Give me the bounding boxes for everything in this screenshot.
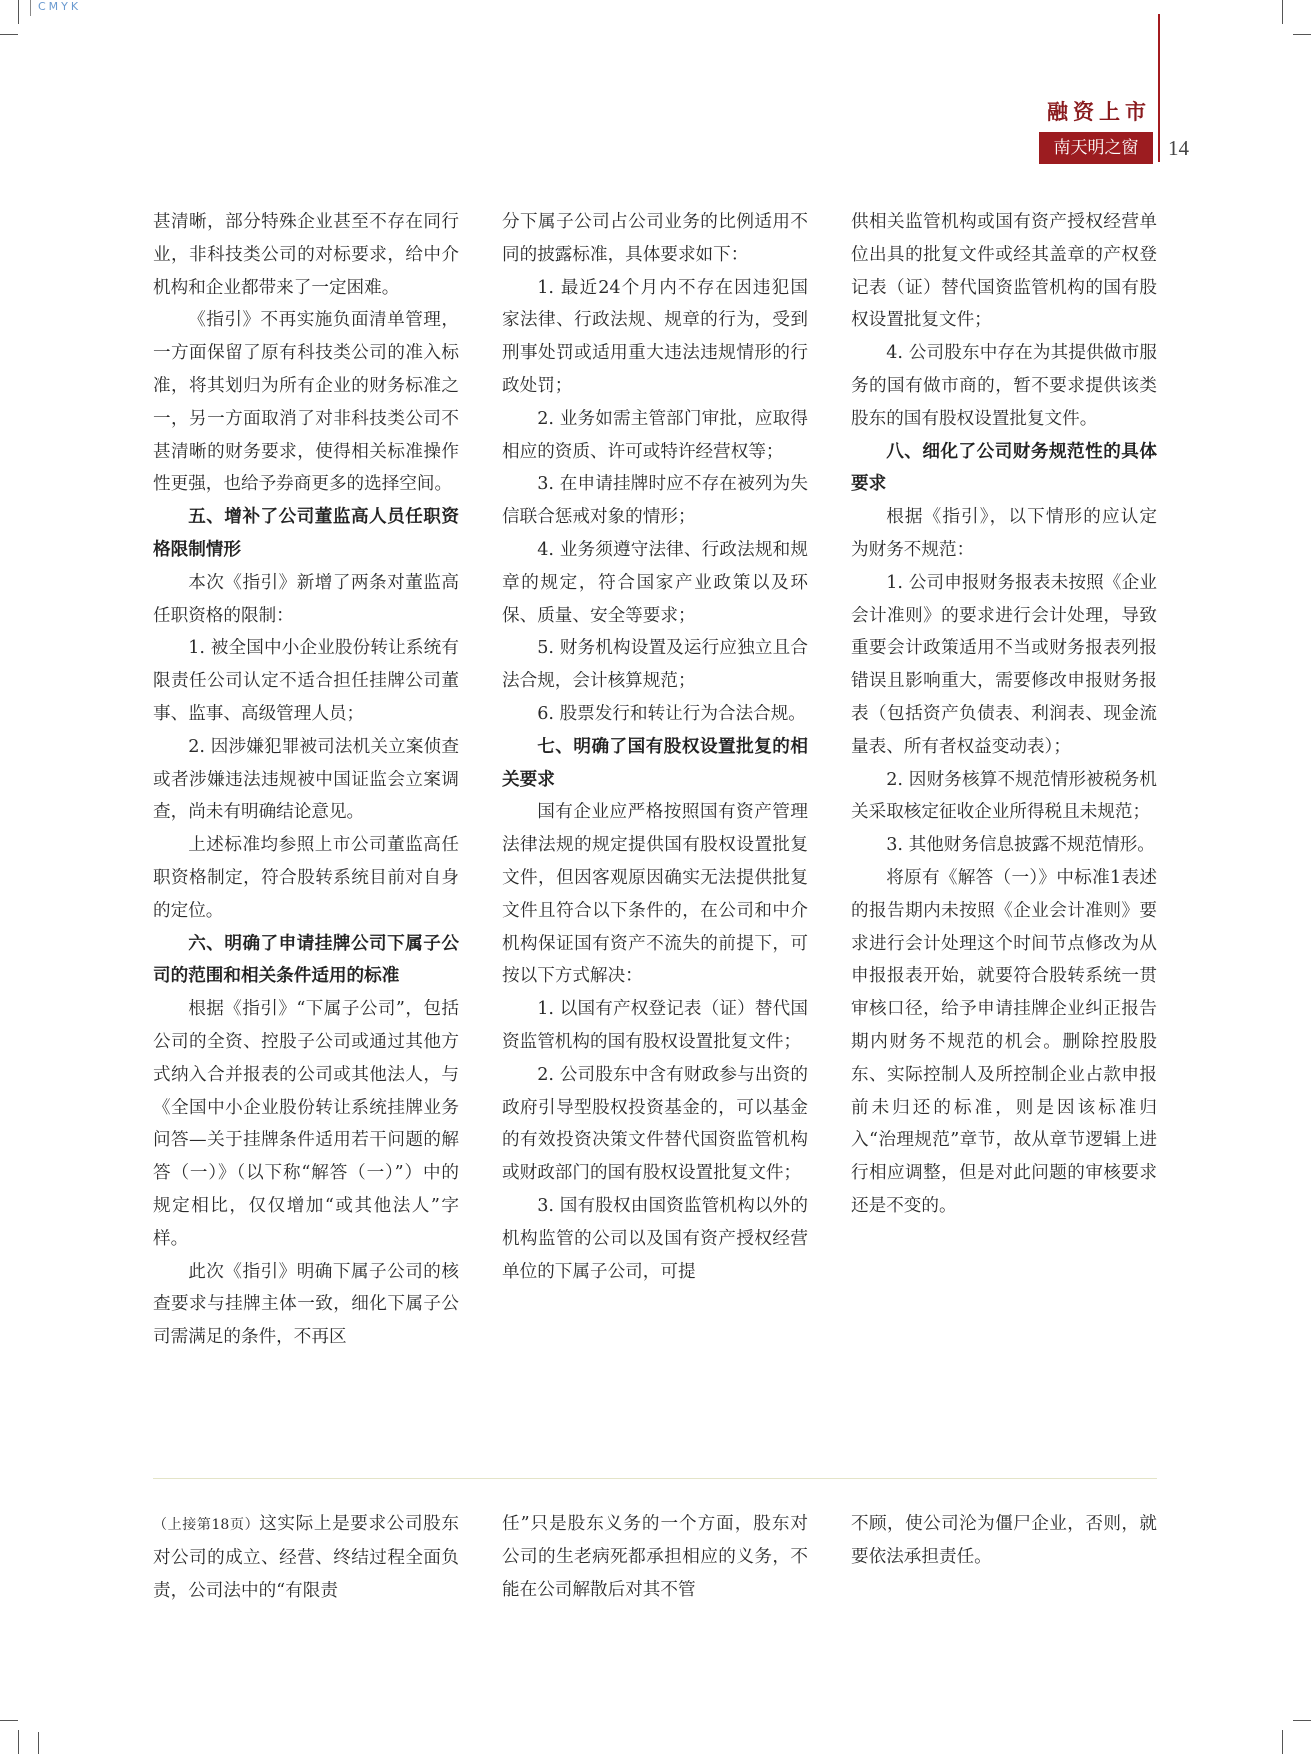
crop-mark: [1282, 0, 1283, 24]
paragraph: 《指引》不再实施负面清单管理，一方面保留了原有科技类公司的准入标准，将其划归为所有企业的财务标准之一，另一方面取消了对非科技类公司不甚清晰的财务要求，使得相关标准操作性更强，也给予券商更多的选择空间。: [153, 310, 459, 495]
paragraph: 5. 财务机构设置及运行应独立且合法合规，会计核算规范；: [502, 638, 808, 692]
crop-mark: [0, 1720, 18, 1721]
paragraph: 将原有《解答（一）》中标准1表述的报告期内未按照《企业会计准则》要求进行会计处理这个时间节点修改为从申报报表开始，就要符合股转系统一贯审核口径，给予申请挂牌企业纠正报告期内财务不规范的机会。删除控股股东、实际控制人及所控制企业占款申报前未归还的标准，则是因该标准归入“治理规范”章节，故从章节逻辑上进行相应调整，但是对此问题的审核要求还是不变的。: [851, 867, 1157, 1216]
crop-mark: [18, 0, 19, 24]
column-tag: 南天明之窗: [1039, 132, 1153, 164]
page-number: 14: [1168, 136, 1189, 160]
header-rule: [1158, 14, 1160, 162]
paragraph: 1. 最近24个月内不存在因违犯国家法律、行政法规、规章的行为，受到刑事处罚或适用重大违法违规情形的行政处罚；: [502, 277, 808, 396]
column-1: [153, 206, 459, 1354]
crop-mark: [1282, 1730, 1283, 1754]
paragraph: 6. 股票发行和转让行为合法合规。: [537, 703, 806, 724]
continued-column-2: [502, 1508, 808, 1606]
paragraph: 2. 因涉嫌犯罪被司法机关立案侦查或者涉嫌违法违规被中国证监会立案调查，尚未有明确结论意见。: [153, 736, 459, 823]
paragraph: [153, 1508, 459, 1607]
paragraph: 不顾，使公司沦为僵尸企业，否则，就要依法承担责任。: [851, 1514, 1157, 1567]
crop-mark: [18, 1730, 19, 1754]
section-heading: 八、细化了公司财务规范性的具体要求: [851, 440, 1157, 495]
continued-column-1: [153, 1508, 459, 1607]
paragraph: 甚清晰，部分特殊企业甚至不存在同行业，非科技类公司的对标要求，给中介机构和企业都带来了一定困难。: [153, 212, 459, 298]
paragraph: 2. 业务如需主管部门审批，应取得相应的资质、许可或特许经营权等；: [502, 408, 808, 462]
section-divider: [153, 1478, 1157, 1479]
continued-note: （上接第18页）: [153, 1517, 260, 1533]
crop-mark: [1293, 1720, 1311, 1721]
crop-mark: [1293, 34, 1311, 35]
column-3: [851, 206, 1157, 1223]
section-heading: 五、增补了公司董监高人员任职资格限制情形: [153, 506, 459, 560]
paragraph: 3. 其他财务信息披露不规范情形。: [886, 835, 1155, 856]
paragraph: 上述标准均参照上市公司董监高任职资格制定，符合股转系统目前对自身的定位。: [153, 835, 459, 921]
paragraph: 4. 业务须遵守法律、行政法规和规章的规定，符合国家产业政策以及环保、质量、安全等要求；: [502, 539, 808, 626]
cmyk-label: CMYK: [38, 0, 82, 13]
crop-mark: [38, 1732, 39, 1754]
paragraph: 2. 因财务核算不规范情形被税务机关采取核定征收企业所得税且未规范；: [851, 769, 1157, 823]
paragraph: 2. 公司股东中含有财政参与出资的政府引导型股权投资基金的，可以基金的有效投资决策文件替代国资监管机构或财政部门的国有股权设置批复文件；: [502, 1064, 808, 1184]
section-heading: 七、明确了国有股权设置批复的相关要求: [502, 735, 808, 790]
section-heading: 六、明确了申请挂牌公司下属子公司的范围和相关条件适用的标准: [153, 932, 459, 987]
color-bar: [30, 0, 31, 16]
column-2: [502, 206, 808, 1288]
paragraph: 1. 以国有产权登记表（证）替代国资监管机构的国有股权设置批复文件；: [502, 999, 808, 1052]
paragraph: 根据《指引》“下属子公司”，包括公司的全资、控股子公司或通过其他方式纳入合并报表的公司或其他法人，与《全国中小企业股份转让系统挂牌业务问答—关于挂牌条件适用若干问题的解答（一）》（以下称“解答（一）”）中的规定相比，仅仅增加“或其他法人”字样。: [153, 999, 459, 1249]
paragraph: 本次《指引》新增了两条对董监高任职资格的限制：: [153, 572, 459, 626]
paragraph: 分下属子公司占公司业务的比例适用不同的披露标准，具体要求如下：: [502, 212, 808, 265]
paragraph: 3. 在申请挂牌时应不存在被列为失信联合惩戒对象的情形；: [502, 474, 808, 528]
section-title: 融资上市: [1047, 100, 1151, 124]
continued-column-3: [851, 1508, 1157, 1574]
paragraph: 国有企业应严格按照国有资产管理法律法规的规定提供国有股权设置批复文件，但因客观原因确实无法提供批复文件且符合以下条件的，在公司和中介机构保证国有资产不流失的前提下，可按以下方式解决：: [502, 802, 808, 987]
continued-text: 这实际上是要求公司股东对公司的成立、经营、终结过程全面负责，公司法中的“有限责: [153, 1514, 459, 1601]
paragraph: 任”只是股东义务的一个方面，股东对公司的生老病死都承担相应的义务，不能在公司解散后对其不管: [502, 1514, 808, 1600]
paragraph: 3. 国有股权由国资监管机构以外的机构监管的公司以及国有资产授权经营单位的下属子公司，可提: [502, 1195, 808, 1282]
paragraph: 1. 被全国中小企业股份转让系统有限责任公司认定不适合担任挂牌公司董事、监事、高级管理人员；: [153, 638, 459, 724]
paragraph: 4. 公司股东中存在为其提供做市服务的国有做市商的，暂不要求提供该类股东的国有股权设置批复文件。: [851, 343, 1157, 429]
paragraph: 此次《指引》明确下属子公司的核查要求与挂牌主体一致，细化下属子公司需满足的条件，不再区: [153, 1261, 459, 1348]
crop-mark: [0, 34, 18, 35]
paragraph: 根据《指引》，以下情形的应认定为财务不规范：: [851, 507, 1157, 560]
paragraph: 供相关监管机构或国有资产授权经营单位出具的批复文件或经其盖章的产权登记表（证）替代国资监管机构的国有股权设置批复文件；: [851, 212, 1157, 331]
paragraph: 1. 公司申报财务报表未按照《企业会计准则》的要求进行会计处理，导致重要会计政策适用不当或财务报表列报错误且影响重大，需要修改申报财务报表（包括资产负债表、利润表、现金流量表、所有者权益变动表）；: [851, 572, 1157, 757]
